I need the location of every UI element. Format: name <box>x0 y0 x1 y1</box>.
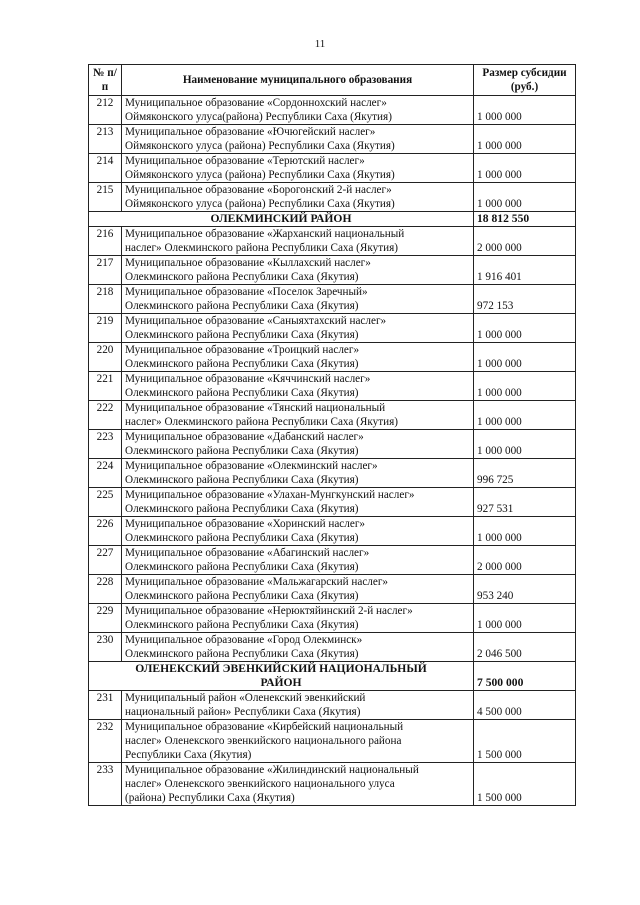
table-row <box>89 575 576 604</box>
municipality-name <box>122 227 474 256</box>
table-row <box>89 372 576 401</box>
name-line: Олекминского района Республики Саха (Якутия) <box>125 561 359 573</box>
region-row <box>89 662 576 691</box>
region-amount: 7 500 000 <box>474 662 576 691</box>
row-number: 231 <box>89 691 122 720</box>
name-line: Олекминского района Республики Саха (Якутия) <box>125 503 359 515</box>
row-number: 217 <box>89 256 122 285</box>
page-number: 11 <box>314 38 326 50</box>
subsidy-table <box>88 64 576 806</box>
table-row <box>89 183 576 212</box>
name-line: Муниципальное образование «Олекминский наслег» <box>125 460 378 472</box>
table-row <box>89 546 576 575</box>
row-number: 213 <box>89 125 122 154</box>
name-line: Оймяконского улуса (района) Республики Саха (Якутия) <box>125 198 395 210</box>
name-line: Муниципальный район «Оленекский эвенкийский <box>125 692 366 704</box>
subsidy-amount: 953 240 <box>474 575 576 604</box>
name-line: Муниципальное образование «Абагинский наслег» <box>125 547 370 559</box>
row-number: 215 <box>89 183 122 212</box>
table-row <box>89 633 576 662</box>
table-row <box>89 517 576 546</box>
municipality-name <box>122 256 474 285</box>
municipality-name <box>122 546 474 575</box>
region-amount: 18 812 550 <box>474 212 576 227</box>
name-line: Олекминского района Республики Саха (Якутия) <box>125 474 359 486</box>
name-line: Муниципальное образование «Тянский национальный <box>125 402 386 414</box>
subsidy-amount: 1 000 000 <box>474 125 576 154</box>
municipality-name <box>122 372 474 401</box>
row-number: 224 <box>89 459 122 488</box>
table-row <box>89 488 576 517</box>
subsidy-amount: 1 000 000 <box>474 401 576 430</box>
row-number: 232 <box>89 720 122 763</box>
name-line: наслег» Оленекского эвенкийского национального района <box>125 735 402 747</box>
name-line: наслег» Оленекского эвенкийского национального улуса <box>125 778 395 790</box>
subsidy-amount: 927 531 <box>474 488 576 517</box>
name-line: Муниципальное образование «Саныяхтахский наслег» <box>125 315 387 327</box>
row-number: 225 <box>89 488 122 517</box>
row-number: 212 <box>89 96 122 125</box>
subsidy-amount: 2 046 500 <box>474 633 576 662</box>
name-line: Оймяконского улуса(района) Республики Саха (Якутия) <box>125 111 392 123</box>
name-line: Муниципальное образование «Мальжагарский наслег» <box>125 576 389 588</box>
name-line: ОЛЕКМИНСКИЙ РАЙОН <box>210 212 352 225</box>
table-row <box>89 343 576 372</box>
row-number: 227 <box>89 546 122 575</box>
table-body <box>89 96 576 806</box>
region-name <box>89 662 474 691</box>
header-amount: Размер субсидии (руб.) <box>474 65 576 96</box>
municipality-name <box>122 763 474 806</box>
row-number: 228 <box>89 575 122 604</box>
row-number: 218 <box>89 285 122 314</box>
subsidy-amount: 1 000 000 <box>474 430 576 459</box>
name-line: национальный район» Республики Саха (Якутия) <box>125 706 361 718</box>
name-line: РАЙОН <box>260 676 302 689</box>
name-line: Муниципальное образование «Нерюктяйинский 2-й наслег» <box>125 605 413 617</box>
name-line: Олекминского района Республики Саха (Якутия) <box>125 300 359 312</box>
municipality-name <box>122 125 474 154</box>
subsidy-amount: 996 725 <box>474 459 576 488</box>
table-row <box>89 459 576 488</box>
name-line: Муниципальное образование «Жарханский национальный <box>125 228 405 240</box>
name-line: Муниципальное образование «Город Олекминск» <box>125 634 363 646</box>
municipality-name <box>122 343 474 372</box>
municipality-name <box>122 459 474 488</box>
row-number: 233 <box>89 763 122 806</box>
table-row <box>89 96 576 125</box>
subsidy-amount: 1 000 000 <box>474 154 576 183</box>
municipality-name <box>122 96 474 125</box>
municipality-name <box>122 183 474 212</box>
row-number: 222 <box>89 401 122 430</box>
name-line: Олекминского района Республики Саха (Якутия) <box>125 532 359 544</box>
name-line: Муниципальное образование «Дабанский наслег» <box>125 431 364 443</box>
subsidy-amount: 2 000 000 <box>474 546 576 575</box>
subsidy-amount: 972 153 <box>474 285 576 314</box>
region-row <box>89 212 576 227</box>
subsidy-amount: 1 000 000 <box>474 314 576 343</box>
table-row <box>89 154 576 183</box>
subsidy-amount: 1 000 000 <box>474 517 576 546</box>
table-row <box>89 401 576 430</box>
table-header <box>89 65 576 96</box>
subsidy-amount: 1 000 000 <box>474 96 576 125</box>
name-line: Муниципальное образование «Поселок Заречный» <box>125 286 368 298</box>
name-line: Олекминского района Республики Саха (Якутия) <box>125 648 359 660</box>
municipality-name <box>122 285 474 314</box>
name-line: Олекминского района Республики Саха (Якутия) <box>125 619 359 631</box>
name-line: Республики Саха (Якутия) <box>125 749 252 761</box>
name-line: Муниципальное образование «Улахан-Мунгкунский наслег» <box>125 489 415 501</box>
name-line: Оймяконского улуса (района) Республики Саха (Якутия) <box>125 169 395 181</box>
municipality-name <box>122 720 474 763</box>
table-row <box>89 691 576 720</box>
name-line: Муниципальное образование «Троицкий наслег» <box>125 344 360 356</box>
name-line: ОЛЕНЕКСКИЙ ЭВЕНКИЙСКИЙ НАЦИОНАЛЬНЫЙ <box>135 662 427 675</box>
name-line: Муниципальное образование «Жилиндинский национальный <box>125 764 419 776</box>
name-line: Олекминского района Республики Саха (Якутия) <box>125 387 359 399</box>
name-line: Олекминского района Республики Саха (Якутия) <box>125 329 359 341</box>
name-line: Муниципальное образование «Терютский наслег» <box>125 155 365 167</box>
name-line: Муниципальное образование «Сордоннохский наслег» <box>125 97 387 109</box>
municipality-name <box>122 401 474 430</box>
name-line: Муниципальное образование «Кыллахский наслег» <box>125 257 371 269</box>
municipality-name <box>122 430 474 459</box>
table-row <box>89 720 576 763</box>
table-row <box>89 256 576 285</box>
subsidy-amount: 2 000 000 <box>474 227 576 256</box>
municipality-name <box>122 314 474 343</box>
municipality-name <box>122 517 474 546</box>
row-number: 230 <box>89 633 122 662</box>
name-line: (района) Республики Саха (Якутия) <box>125 792 295 804</box>
municipality-name <box>122 691 474 720</box>
row-number: 214 <box>89 154 122 183</box>
row-number: 219 <box>89 314 122 343</box>
header-name: Наименование муниципального образования <box>122 65 474 96</box>
municipality-name <box>122 488 474 517</box>
municipality-name <box>122 575 474 604</box>
subsidy-amount: 1 000 000 <box>474 604 576 633</box>
name-line: Муниципальное образование «Кяччинский наслег» <box>125 373 371 385</box>
name-line: Оймяконского улуса (района) Республики Саха (Якутия) <box>125 140 395 152</box>
name-line: Муниципальное образование «Борогонский 2-й наслег» <box>125 184 392 196</box>
subsidy-amount: 1 000 000 <box>474 372 576 401</box>
row-number: 226 <box>89 517 122 546</box>
municipality-name <box>122 604 474 633</box>
table-row <box>89 430 576 459</box>
subsidy-amount: 1 000 000 <box>474 343 576 372</box>
name-line: Олекминского района Республики Саха (Якутия) <box>125 271 359 283</box>
name-line: наслег» Олекминского района Республики Саха (Якутия) <box>125 242 398 254</box>
name-line: Муниципальное образование «Ючюгейский наслег» <box>125 126 376 138</box>
name-line: Муниципальное образование «Кирбейский национальный <box>125 721 404 733</box>
row-number: 221 <box>89 372 122 401</box>
region-name <box>89 212 474 227</box>
subsidy-amount: 1 500 000 <box>474 763 576 806</box>
row-number: 229 <box>89 604 122 633</box>
name-line: Олекминского района Республики Саха (Якутия) <box>125 358 359 370</box>
table-row <box>89 227 576 256</box>
row-number: 216 <box>89 227 122 256</box>
name-line: наслег» Олекминского района Республики Саха (Якутия) <box>125 416 398 428</box>
row-number: 223 <box>89 430 122 459</box>
header-num: № п/п <box>89 65 122 96</box>
subsidy-amount: 4 500 000 <box>474 691 576 720</box>
subsidy-amount: 1 500 000 <box>474 720 576 763</box>
municipality-name <box>122 633 474 662</box>
table-row <box>89 314 576 343</box>
table-row <box>89 285 576 314</box>
subsidy-amount: 1 000 000 <box>474 183 576 212</box>
table-row <box>89 604 576 633</box>
row-number: 220 <box>89 343 122 372</box>
name-line: Олекминского района Республики Саха (Якутия) <box>125 445 359 457</box>
name-line: Муниципальное образование «Хоринский наслег» <box>125 518 366 530</box>
table-row <box>89 125 576 154</box>
subsidy-amount: 1 916 401 <box>474 256 576 285</box>
table-row <box>89 763 576 806</box>
name-line: Олекминского района Республики Саха (Якутия) <box>125 590 359 602</box>
municipality-name <box>122 154 474 183</box>
